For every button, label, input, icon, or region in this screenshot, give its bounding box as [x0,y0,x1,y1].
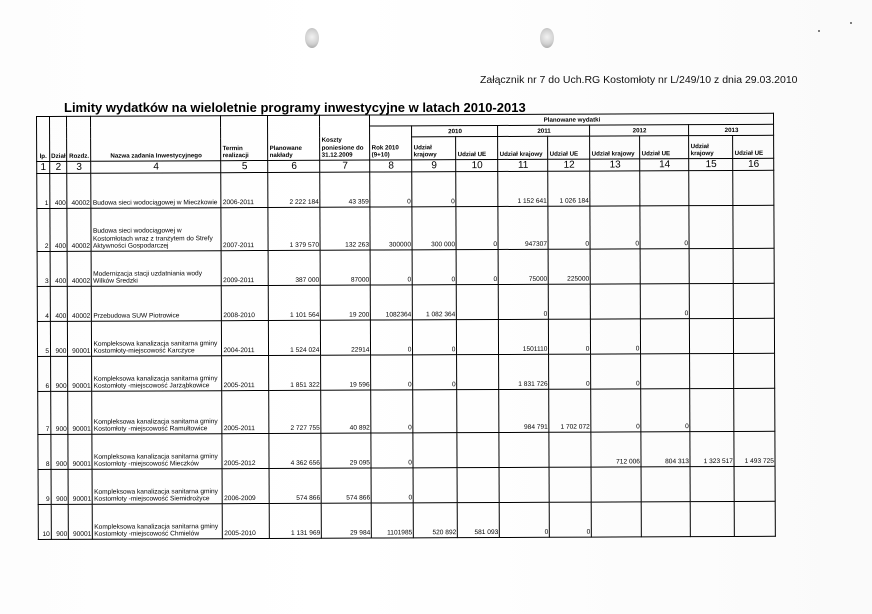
cell-ue2012 [641,319,690,354]
cell-k2010 [413,433,457,468]
cell-ue2011: 0 [548,206,590,249]
cell-k2010: 520 892 [414,503,458,538]
cell-k2013 [689,170,733,205]
cell-lp: 5 [37,321,50,356]
table-row [37,248,775,286]
column-number: 1 [37,161,50,173]
cell-rozdz: 40002 [67,173,91,208]
cell-k2013 [690,283,734,318]
cell-termin: 2006-2009 [222,468,269,503]
cell-ue2012: 0 [641,389,690,432]
cell-k2013: 1 323 517 [690,431,734,466]
cell-ue2013: 1 493 725 [734,431,775,466]
cell-k2010: 300 000 [412,207,456,250]
cell-k2012: 0 [591,389,641,432]
cell-ue2012 [641,467,690,502]
cell-name: Kompleksowa kanalizacja sanitarna gminy Kostomłoty-miejscowość Karczyce [92,321,222,357]
cell-ue2013 [734,283,775,318]
cell-planowane: 1 101 564 [269,285,321,320]
cell-ue2011 [549,432,591,467]
cell-koszty: 87000 [321,250,371,285]
cell-planowane: 574 866 [269,468,321,503]
header-year-2011: 2011 [498,125,590,136]
cell-dzial: 400 [50,251,68,286]
table-row [37,318,775,356]
cell-k2013 [691,501,735,536]
cell-rok2010: 0 [371,390,413,433]
cell-termin: 2006-2011 [221,172,268,207]
cell-ue2010: 0 [457,249,499,284]
header-ue-2011: Udział UE [548,136,590,159]
header-name: Nazwa zadania Inwestycyjnego [91,116,221,162]
cell-ue2010 [457,354,499,389]
header-ue-2010: Udział UE [456,136,498,159]
cell-ue2012 [640,171,689,206]
cell-ue2012 [642,502,691,537]
cell-rok2010: 300000 [370,207,412,250]
header-krajowy-2013: Udział krajowy [689,135,733,158]
cell-ue2010 [457,389,499,432]
cell-k2011: 1501110 [499,319,549,354]
cell-koszty: 22914 [321,320,371,355]
cell-ue2010 [456,171,498,206]
scan-speck [850,22,852,24]
cell-lp: 8 [38,434,51,469]
cell-k2012: 0 [591,319,641,354]
header-krajowy-2011: Udział krajowy [498,136,548,159]
cell-ue2013 [734,318,775,353]
cell-dzial: 900 [51,504,69,539]
cell-k2013 [690,318,734,353]
cell-ue2011 [549,284,591,319]
cell-ue2013 [735,501,776,536]
cell-lp: 4 [37,286,50,321]
cell-koszty: 132 263 [320,207,370,250]
cell-planowane: 387 000 [269,250,321,285]
header-krajowy-2012: Udział krajowy [590,136,640,159]
cell-ue2010 [457,319,499,354]
header-termin: Termin realizacji [221,115,268,160]
cell-lp: 10 [38,504,51,539]
cell-rok2010: 1082364 [371,285,413,320]
cell-ue2011: 1 026 184 [548,171,590,206]
cell-k2012 [591,467,641,502]
cell-rok2010: 0 [371,250,413,285]
cell-k2011: 0 [499,284,549,319]
header-planned-expenses: Planowane wydatki [370,113,774,126]
cell-k2011: 947307 [498,206,548,249]
cell-rok2010: 1101985 [372,503,414,538]
cell-ue2013 [734,388,775,431]
cell-lp: 6 [38,356,51,391]
scan-speck [818,30,820,32]
cell-rozdz: 90001 [68,434,92,469]
header-year-2012: 2012 [590,125,689,136]
cell-rozdz: 90001 [68,469,92,504]
cell-k2010: 0 [413,320,457,355]
cell-planowane: 2 222 184 [268,172,320,207]
cell-k2013 [690,466,734,501]
cell-ue2011: 225000 [549,249,591,284]
cell-rozdz: 90001 [68,356,92,391]
table-body [37,170,776,539]
cell-ue2012: 804 313 [641,432,690,467]
column-number: 15 [689,158,733,170]
cell-ue2012 [641,354,690,389]
column-number: 10 [456,159,498,171]
cell-koszty: 40 892 [321,390,371,433]
header-ue-2013: Udział UE [733,135,774,158]
cell-k2012: 0 [590,206,640,249]
cell-termin: 2005-2012 [222,433,269,468]
cell-rok2010: 0 [371,433,413,468]
column-number: 3 [67,161,91,173]
cell-k2012 [591,284,641,319]
cell-ue2010 [457,467,499,502]
cell-ue2011: 0 [550,502,592,537]
column-number: 5 [221,160,268,172]
cell-dzial: 900 [51,469,69,504]
cell-ue2010: 581 093 [458,502,500,537]
table-row [38,388,776,434]
table-row [38,431,776,469]
cell-planowane: 1 851 322 [269,355,321,390]
cell-planowane: 1 379 570 [268,207,320,250]
cell-ue2013 [733,205,774,248]
investment-limits-table [36,113,776,540]
cell-k2013 [689,205,733,248]
cell-koszty: 19 596 [321,355,371,390]
header-dzial: Dział [50,116,68,161]
cell-termin: 2004-2011 [222,320,269,355]
cell-lp: 9 [38,469,51,504]
header-rozdz: Rozdz. [67,116,91,161]
cell-planowane: 1 131 969 [270,503,322,538]
cell-name: Kompleksowa kanalizacja sanitarna gminy Kostomłoty -miejscowość Siemidrożyce [92,469,222,505]
column-number: 2 [50,161,68,173]
cell-k2013 [690,388,734,431]
cell-ue2013 [734,353,775,388]
column-number: 9 [412,160,456,172]
cell-ue2012: 0 [640,206,689,249]
column-number: 8 [370,160,412,172]
cell-ue2012: 0 [641,284,690,319]
cell-rok2010: 0 [371,355,413,390]
cell-name: Budowa sieci wodociągowej w Kostomłotach wraz z tranzytem do Strefy Aktywności Gospodarczej [91,208,221,252]
cell-name: Kompleksowa kanalizacja sanitarna gminy Kostomłoty -miejscowość Chmielów [93,504,223,540]
cell-planowane: 1 524 024 [269,320,321,355]
cell-k2012 [591,249,641,284]
cell-k2011: 0 [500,502,550,537]
page-title: Limity wydatków na wieloletnie programy inwestycyjne w latach 2010-2013 [64,100,526,115]
cell-koszty: 19 200 [321,285,371,320]
cell-ue2011: 0 [549,354,591,389]
cell-rok2010: 0 [370,172,412,207]
header-planowane: Planowane nakłady [268,115,320,160]
column-number: 7 [320,160,370,172]
cell-name: Budowa sieci wodociągowej w Mieczkowie [91,173,221,209]
cell-termin: 2005-2011 [222,355,269,390]
cell-dzial: 900 [50,321,68,356]
cell-rozdz: 90001 [68,321,92,356]
cell-k2011 [499,467,549,502]
cell-ue2010 [457,432,499,467]
cell-rozdz: 40002 [67,208,91,251]
cell-k2010: 0 [413,250,457,285]
column-number: 13 [590,159,640,171]
table-row [38,466,776,504]
cell-name: Kompleksowa kanalizacja sanitarna gminy Kostomłoty -miejscowość Jarząbkowice [92,356,222,392]
cell-rozdz: 90001 [69,504,93,539]
cell-k2012 [590,171,640,206]
cell-rok2010: 0 [371,468,413,503]
punch-hole-left [305,28,319,48]
cell-ue2010: 0 [456,206,498,249]
column-number: 11 [498,159,548,171]
header-year-2013: 2013 [689,124,774,135]
punch-hole-right [540,28,554,48]
cell-ue2011: 1 702 072 [549,389,591,432]
cell-ue2013 [734,466,775,501]
cell-koszty: 43 359 [320,172,370,207]
cell-k2010 [413,390,457,433]
column-number: 14 [640,159,689,171]
cell-k2011: 1 831 726 [499,354,549,389]
header-krajowy-2010: Udział krajowy [412,137,456,160]
column-number: 12 [548,159,590,171]
cell-name: Kompleksowa kanalizacja sanitarna gminy Kostomłoty -miejscowość Mieczków [92,434,222,470]
cell-lp: 7 [38,391,51,434]
cell-name: Kompleksowa kanalizacja sanitarna gminy Kostomłoty -miejscowość Ramułtowice [92,391,222,435]
cell-lp: 1 [37,173,50,208]
cell-k2011: 984 791 [499,389,549,432]
cell-k2011: 75000 [499,249,549,284]
cell-rozdz: 40002 [68,286,92,321]
cell-termin: 2008-2010 [222,285,269,320]
cell-lp: 3 [37,251,50,286]
cell-dzial: 400 [50,208,68,251]
column-number: 4 [91,161,221,174]
cell-ue2012 [641,249,690,284]
cell-koszty: 29 095 [321,433,371,468]
cell-termin: 2005-2011 [222,390,269,433]
column-number: 16 [733,158,774,170]
cell-planowane: 2 727 755 [269,390,321,433]
table-row [37,205,775,251]
cell-name: Przebudowa SUW Piotrowice [92,286,222,322]
header-rok2010: Rok 2010 (9+10) [370,126,412,160]
column-number: 6 [268,160,320,172]
cell-termin: 2009-2011 [222,250,269,285]
table-row [38,501,776,539]
cell-rok2010: 0 [371,320,413,355]
cell-dzial: 900 [51,391,69,434]
cell-rozdz: 90001 [68,391,92,434]
attachment-note: Załącznik nr 7 do Uch.RG Kostomłoty nr L/249/10 z dnia 29.03.2010 [480,74,798,86]
cell-termin: 2007-2011 [221,207,268,250]
cell-rozdz: 40002 [68,251,92,286]
cell-k2010: 0 [413,355,457,390]
cell-k2012: 0 [591,354,641,389]
cell-dzial: 400 [50,173,68,208]
cell-k2010 [413,468,457,503]
cell-ue2011 [549,467,591,502]
cell-dzial: 900 [51,434,69,469]
cell-koszty: 29 984 [322,503,372,538]
cell-termin: 2005-2010 [223,503,270,538]
cell-k2010: 0 [412,172,456,207]
cell-ue2013 [733,170,774,205]
header-ue-2012: Udział UE [640,136,689,159]
header-lp: lp. [37,116,50,161]
cell-dzial: 900 [51,356,69,391]
table-row [37,170,775,208]
cell-k2012: 712 006 [591,432,641,467]
cell-k2013 [690,353,734,388]
header-koszty: Koszty poniesione do 31.12.2009 [320,115,370,160]
table-row [37,283,775,321]
cell-koszty: 574 866 [321,468,371,503]
cell-lp: 2 [37,208,50,251]
cell-ue2010 [457,284,499,319]
cell-ue2011: 0 [549,319,591,354]
header-year-2010: 2010 [412,125,498,136]
cell-k2012 [592,502,642,537]
cell-k2011 [499,432,549,467]
cell-name: Modernizacja stacji uzdatniania wody Wilków Średzki [92,251,222,287]
cell-dzial: 400 [50,286,68,321]
cell-planowane: 4 362 656 [269,433,321,468]
cell-k2013 [690,248,734,283]
table-row [38,353,776,391]
cell-k2011: 1 152 641 [498,171,548,206]
cell-k2010: 1 082 364 [413,285,457,320]
cell-ue2013 [734,248,775,283]
